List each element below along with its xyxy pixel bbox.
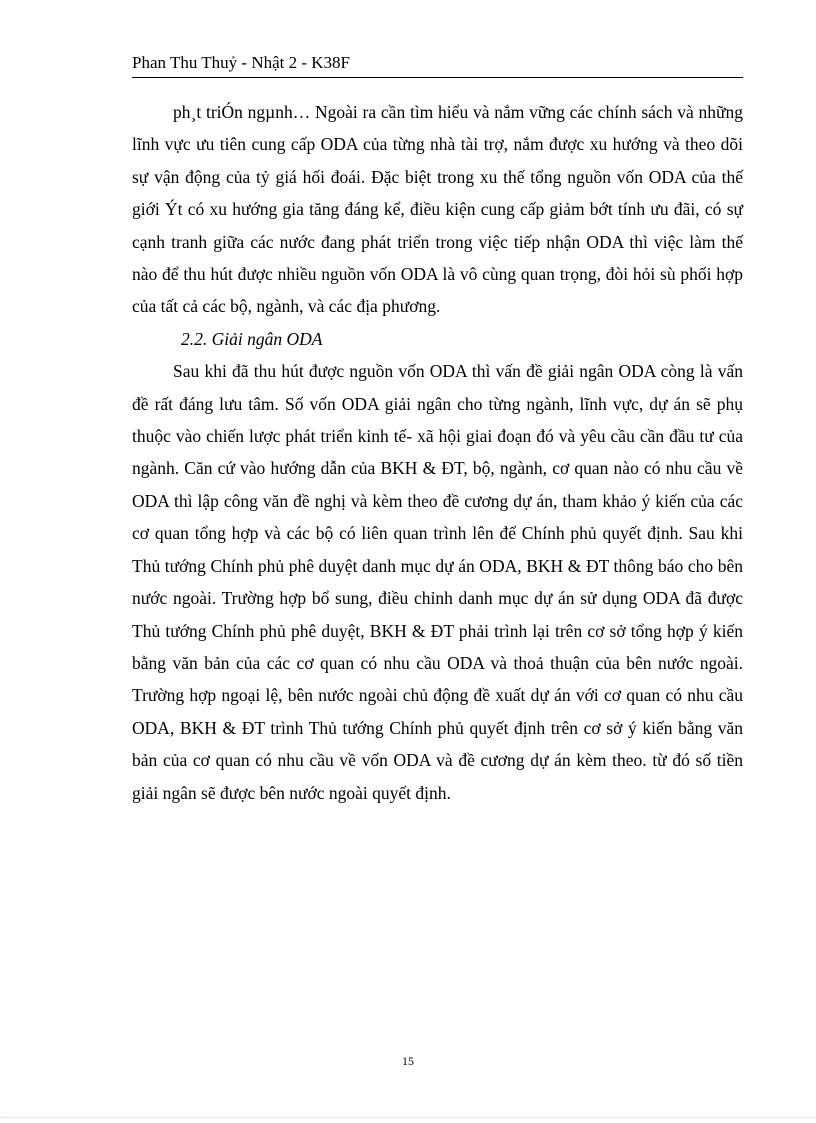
paragraph-disbursement: Sau khi đã thu hút được nguồn vốn ODA thì vấn đề giải ngân ODA còng là vấn đề rất đáng lưu tâm. Số vốn ODA giải ngân cho từng ngành, lĩnh vực, dự án sẽ phụ thuộc vào chiến lược phát triển kinh tế- xã hội giai đoạn đó và yêu cầu cần đầu tư của ngành. Căn cứ vào hướng dẫn của BKH & ĐT, bộ, ngành, cơ quan nào có nhu cầu về ODA thì lập công văn đề nghị và kèm theo đề cương dự án, tham khảo ý kiến của các cơ quan tổng hợp và các bộ có liên quan trình lên để Chính phủ quyết định. Sau khi Thủ tướng Chính phủ phê duyệt danh mục dự án ODA, BKH & ĐT thông báo cho bên nước ngoài. Trường hợp bổ sung, điều chỉnh danh mục dự án sử dụng ODA đã được Thủ tướng Chính phủ phê duyệt, BKH & ĐT phải trình lại trên cơ sở tổng hợp ý kiến bằng văn bản của các cơ quan có nhu cầu ODA và thoả thuận của bên nước ngoài. Trường hợp ngoại lệ, bên nước ngoài chủ động đề xuất dự án với cơ quan có nhu cầu ODA, BKH & ĐT trình Thủ tướng Chính phủ quyết định trên cơ sở ý kiến bằng văn bản của cơ quan có nhu cầu về vốn ODA và đề cương dự án kèm theo. từ đó số tiền giải ngân sẽ được bên nước ngoài quyết định. xyxy=(132,361,743,803)
page-body xyxy=(132,96,743,809)
page-bottom-divider xyxy=(0,1117,816,1118)
section-heading: 2.2. Giải ngân ODA xyxy=(181,328,323,349)
page-header: Phan Thu Thuỷ - Nhật 2 - K38F xyxy=(132,52,743,78)
page-number: 15 xyxy=(402,1054,414,1068)
paragraph-continuation: ph¸t triÓn ngµnh… Ngoài ra cần tìm hiểu và nắm vững các chính sách và những lĩnh vực ưu tiên cung cấp ODA của từng nhà tài trợ, nắm được xu hướng và theo dõi sự vận động của tỷ giá hối đoái. Đặc biệt trong xu thế tổng nguồn vốn ODA của thế giới Ýt có xu hướng gia tăng đáng kể, điều kiện cung cấp giảm bớt tính ưu đãi, có sự cạnh tranh giữa các nước đang phát triển trong việc tiếp nhận ODA thì việc làm thế nào để thu hút được nhiều nguồn vốn ODA là vô cùng quan trọng, đòi hỏi sù phối hợp của tất cả các bộ, ngành, và các địa phương. xyxy=(132,102,743,317)
